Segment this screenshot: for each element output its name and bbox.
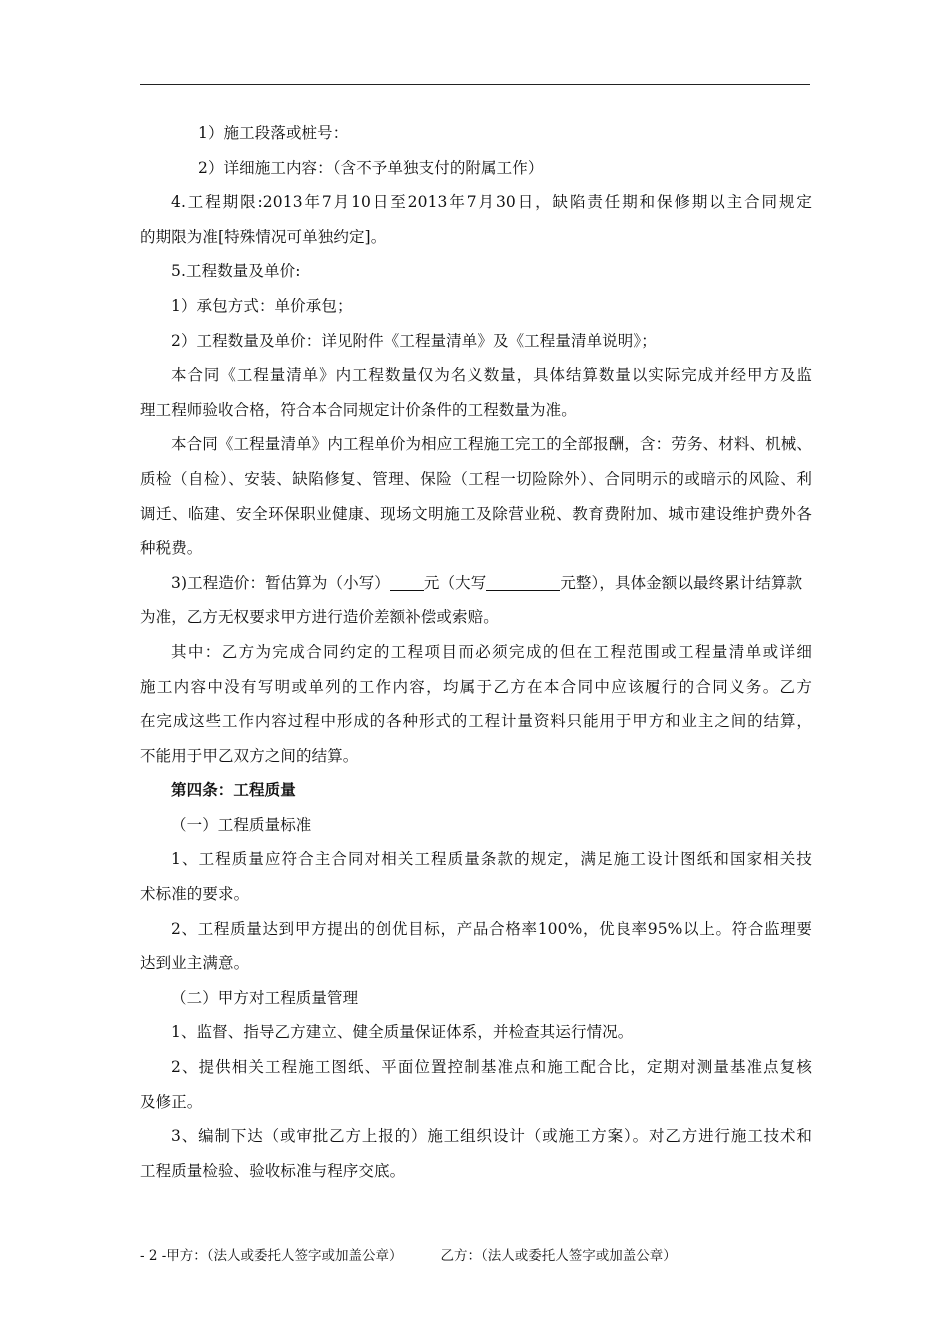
text-line: 种税费。 [140,539,203,558]
text-line: 本合同《工程量清单》内工程数量仅为名义数量，具体结算数量以实际完成并经甲方及监 [171,366,812,385]
text-line: 术标准的要求。 [140,885,250,904]
text-line: 1、监督、指导乙方建立、健全质量保证体系，并检查其运行情况。 [171,1023,634,1042]
party-b-signature: 乙方：（法人或委托人签字或加盖公章） [440,1248,677,1264]
paragraph-block-1 [140,116,812,566]
text-line: （二）甲方对工程质量管理 [171,988,359,1007]
text-line: 2）工程数量及单价：详见附件《工程量清单》及《工程量清单说明》； [171,331,657,350]
text-line: 质检（自检）、安装、缺陷修复、管理、保险（工程一切险除外）、合同明示的或暗示的风险、利 [140,469,812,488]
header-rule [140,84,810,85]
cost-suffix: 元整），具体金额以最终累计结算款 [560,573,803,592]
amount-capital-blank[interactable] [486,574,560,591]
text-line: 2、工程质量达到甲方提出的创优目标，产品合格率100%，优良率95%以上。符合监理要 [171,919,812,938]
amount-small-blank[interactable] [390,574,424,591]
party-a-signature: 甲方：（法人或委托人签字或加盖公章） [166,1248,403,1264]
paragraph-block-2 [140,600,812,1188]
text-line: 其中：乙方为完成合同约定的工程项目而必须完成的但在工程范围或工程量清单或详细 [171,642,812,661]
text-line: 在完成这些工作内容过程中形成的各种形式的工程计量资料只能用于甲方和业主之间的结算， [140,712,812,731]
cost-prefix: 3)工程造价：暂估算为（小写） [171,573,390,592]
text-line: 调迁、临建、安全环保职业健康、现场文明施工及除营业税、教育费附加、城市建设维护费外各 [140,504,812,523]
text-line: 1、工程质量应符合主合同对相关工程质量条款的规定，满足施工设计图纸和国家相关技 [171,850,812,869]
contract-body [140,116,812,1188]
text-line: 达到业主满意。 [140,954,250,973]
text-line: 工程质量检验、验收标准与程序交底。 [140,1161,406,1180]
cost-line [140,566,812,601]
text-line: 不能用于甲乙双方之间的结算。 [140,746,359,765]
text-line: 2、提供相关工程施工图纸、平面位置控制基准点和施工配合比，定期对测量基准点复核 [171,1058,812,1077]
text-line: 4.工程期限:2013年7月10日至2013年7月30日，缺陷责任期和保修期以主合同规定 [171,193,812,212]
text-line: 本合同《工程量清单》内工程单价为相应工程施工完工的全部报酬，含：劳务、材料、机械、 [171,435,812,454]
text-line: 理工程师验收合格，符合本合同规定计价条件的工程数量为准。 [140,400,577,419]
text-line: 1）承包方式：单价承包； [171,296,353,315]
text-line: 及修正。 [140,1092,203,1111]
page-number: - 2 - [140,1248,167,1264]
text-line: 2）详细施工内容：（含不予单独支付的附属工作） [198,158,544,177]
text-line: 3、编制下达（或审批乙方上报的）施工组织设计（或施工方案）。对乙方进行施工技术和 [171,1127,812,1146]
text-line: 5.工程数量及单价: [171,262,301,281]
text-line: 施工内容中没有写明或单列的工作内容，均属于乙方在本合同中应该履行的合同义务。乙方 [140,677,812,696]
cost-unit1: 元（大写 [423,573,487,592]
section-heading: 第四条：工程质量 [171,780,296,800]
text-line: （一）工程质量标准 [171,815,312,834]
text-line: 为准，乙方无权要求甲方进行造价差额补偿或索赔。 [140,608,499,627]
text-line: 的期限为准[特殊情况可单独约定]。 [140,227,387,246]
page-footer [140,1244,677,1264]
text-line: 1）施工段落或桩号： [198,124,349,142]
